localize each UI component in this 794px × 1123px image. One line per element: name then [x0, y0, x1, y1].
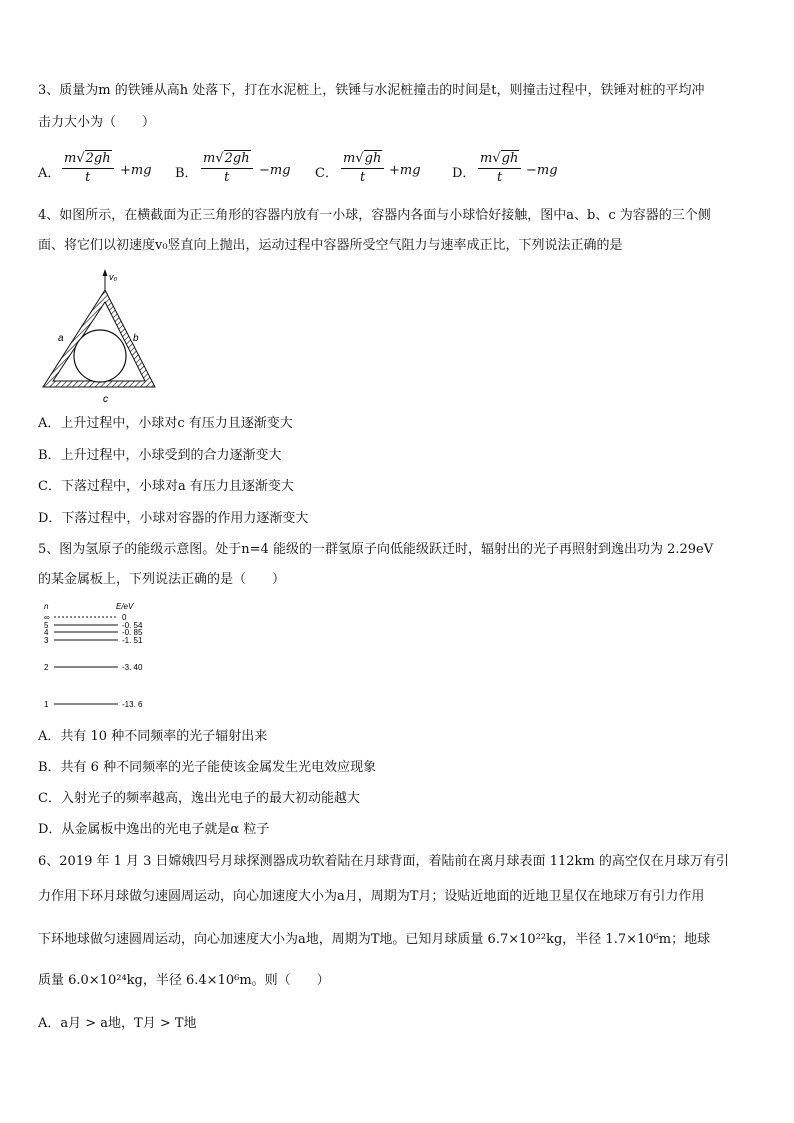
- q6-line1: 6、2019 年 1 月 3 日嫦娥四号月球探测器成功软着陆在月球背面，着陆前在离月球表面 112km 的高空仅在月球万有引: [38, 854, 729, 869]
- q5-stem-line1: 5、图为氢原子的能级示意图。处于n=4 能级的一群氢原子向低能级跃迁时，辐射出的光子再照射到逸出功为 2.29eV: [38, 542, 714, 557]
- option-label: C．: [315, 166, 338, 181]
- energy-header: E/eV: [116, 602, 134, 611]
- level-energy-label: -1. 51: [122, 636, 143, 645]
- side-c-label: c: [103, 394, 108, 404]
- n-header: n: [44, 602, 49, 611]
- option-label: B．: [175, 166, 198, 181]
- level-energy-label: -13. 6: [122, 700, 143, 709]
- ball: [74, 330, 126, 382]
- energy-levels: [44, 613, 143, 709]
- q5-option-d: D．从金属板中逸出的光电子就是α 粒子: [38, 822, 270, 837]
- level-n-label: 4: [44, 628, 49, 637]
- q3-options: A． $\frac{m√2gh}{t}$ +mg B． $\frac{m√2gh}{t}$ −mg C． $\frac{m√gh}{t}$ +mg D． $\frac{m√gh}{t}$ −mg: [38, 151, 558, 185]
- q3-stem-line2: 击力大小为（ ）: [38, 115, 156, 130]
- level-energy-label: 0: [122, 613, 127, 622]
- triangle-container-figure: [38, 268, 168, 404]
- q4-option-d: D．下落过程中，小球对容器的作用力逐渐变大: [38, 511, 309, 526]
- q4-stem-line2: 面、将它们以初速度v₀竖直向上抛出，运动过程中容器所受空气阻力与速率成正比，下列说法正确的是: [38, 238, 623, 253]
- fraction: $\frac{m√2gh}{t}$: [62, 150, 114, 187]
- level-energy-label: -0. 85: [122, 628, 143, 637]
- sqrt-sign: √: [76, 151, 85, 166]
- arrow-head-icon: [103, 269, 108, 276]
- level-n-label: 5: [44, 621, 49, 630]
- level-energy-label: -3. 40: [122, 663, 143, 672]
- q3-stem-line1: 3、质量为m 的铁锤从高h 处落下，打在水泥桩上，铁锤与水泥桩撞击的时间是t，则撞击过程中，铁锤对桩的平均冲: [38, 83, 705, 98]
- sqrt-sign: √: [492, 151, 501, 166]
- level-n-label: ∞: [44, 613, 50, 622]
- q5-option-b: B．共有 6 种不同频率的光子能使该金属发生光电效应现象: [38, 760, 377, 775]
- q6-line2: 力作用下环月球做匀速圆周运动，向心加速度大小为a月，周期为T月；设贴近地面的近地卫星仅在地球万有引力作用: [38, 889, 705, 904]
- side-a-label: a: [58, 333, 64, 344]
- fraction: $\frac{m√gh}{t}$: [341, 150, 384, 187]
- sqrt-sign: √: [355, 151, 364, 166]
- q6-line3: 下环地球做匀速圆周运动，向心加速度大小为a地，周期为T地。已知月球质量 6.7×10²²kg，半径 1.7×10⁶m；地球: [38, 932, 711, 947]
- level-n-label: 3: [44, 636, 49, 645]
- sqrt-sign: √: [215, 151, 224, 166]
- level-energy-label: -0. 54: [122, 621, 143, 630]
- q6-line4: 质量 6.0×10²⁴kg，半径 6.4×10⁶m。则（ ）: [38, 973, 330, 988]
- q5-option-a: A．共有 10 种不同频率的光子辐射出来: [38, 729, 268, 744]
- level-n-label: 1: [44, 700, 49, 709]
- level-n-label: 2: [44, 663, 49, 672]
- q4-option-b: B．上升过程中，小球受到的合力逐渐变大: [38, 448, 282, 463]
- q5-option-c: C．入射光子的频率越高，逸出光电子的最大初动能越大: [38, 791, 360, 806]
- velocity-label: v₀: [109, 272, 118, 282]
- q6-option-a: A．a月 > a地，T月 > T地: [38, 1016, 197, 1031]
- q4-option-c: C．下落过程中，小球对a 有压力且逐渐变大: [38, 479, 294, 494]
- q4-stem-line1: 4、如图所示，在横截面为正三角形的容器内放有一小球，容器内各面与小球恰好接触，图中a、b、c 为容器的三个侧: [38, 208, 711, 223]
- fraction: $\frac{m√2gh}{t}$: [201, 150, 253, 187]
- q4-option-a: A．上升过程中，小球对c 有压力且逐渐变大: [38, 416, 293, 431]
- energy-level-diagram: [38, 598, 178, 718]
- option-label: A．: [38, 166, 61, 181]
- side-b-label: b: [133, 333, 139, 344]
- fraction: $\frac{m√gh}{t}$: [478, 150, 521, 187]
- q5-stem-line2: 的某金属板上，下列说法正确的是（ ）: [38, 572, 286, 587]
- option-label: D．: [452, 166, 476, 181]
